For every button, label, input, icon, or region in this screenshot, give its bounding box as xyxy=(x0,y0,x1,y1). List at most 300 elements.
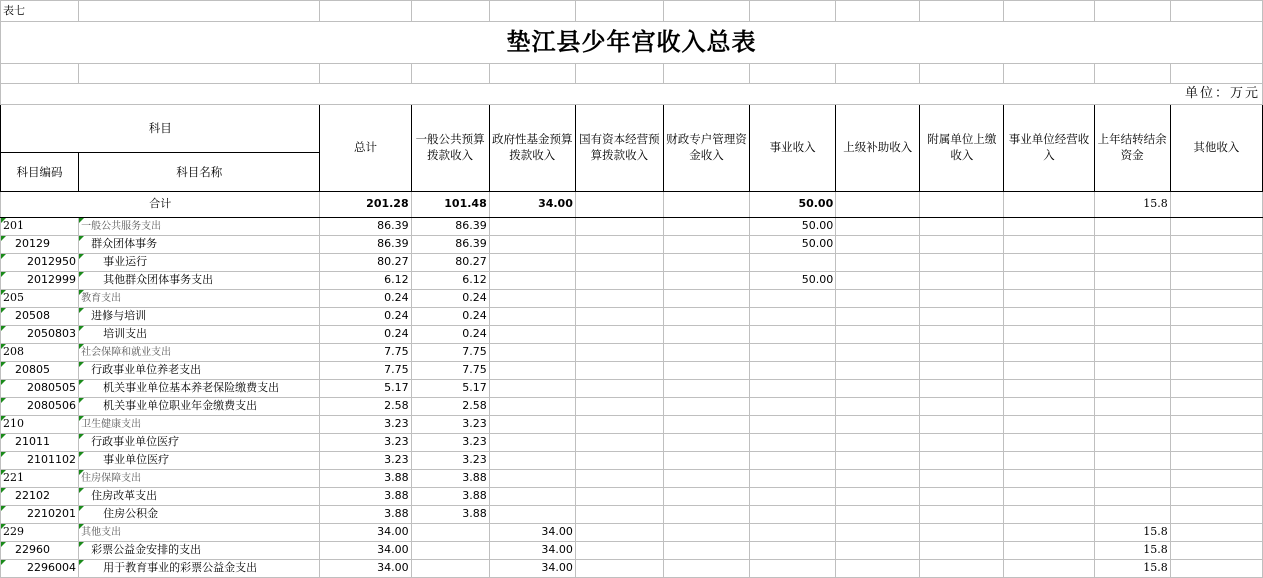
total-cell: 34.00 xyxy=(489,192,575,218)
subject-name-cell: 进修与培训 xyxy=(79,308,320,326)
value-cell xyxy=(750,524,836,542)
value-cell xyxy=(1094,434,1170,452)
value-cell xyxy=(836,272,920,290)
subject-name-cell: 行政事业单位养老支出 xyxy=(79,362,320,380)
value-cell xyxy=(750,398,836,416)
table-row xyxy=(1,542,1263,560)
subject-name-cell: 群众团体事务 xyxy=(79,236,320,254)
value-cell xyxy=(836,560,920,578)
value-cell xyxy=(663,362,749,380)
col-header: 其他收入 xyxy=(1170,105,1262,192)
value-cell xyxy=(489,434,575,452)
value-cell xyxy=(1170,308,1262,326)
table-body xyxy=(1,218,1263,578)
table-row xyxy=(1,344,1263,362)
subject-name-cell: 社会保障和就业支出 xyxy=(79,344,320,362)
value-cell xyxy=(1094,470,1170,488)
value-cell xyxy=(1004,452,1094,470)
total-cell: 201.28 xyxy=(320,192,411,218)
value-cell: 3.23 xyxy=(411,452,489,470)
subject-code-cell: 2080506 xyxy=(1,398,79,416)
subject-name-cell: 其他群众团体事务支出 xyxy=(79,272,320,290)
value-cell xyxy=(575,416,663,434)
subject-name-cell: 事业单位医疗 xyxy=(79,452,320,470)
subject-code-cell: 2210201 xyxy=(1,506,79,524)
value-cell xyxy=(1094,344,1170,362)
value-cell xyxy=(1094,254,1170,272)
value-cell xyxy=(1004,434,1094,452)
value-cell xyxy=(663,290,749,308)
value-cell xyxy=(1170,488,1262,506)
value-cell: 34.00 xyxy=(320,524,411,542)
value-cell xyxy=(920,560,1004,578)
value-cell xyxy=(750,344,836,362)
value-cell: 34.00 xyxy=(489,524,575,542)
value-cell xyxy=(663,398,749,416)
subject-code-cell: 2012999 xyxy=(1,272,79,290)
value-cell: 0.24 xyxy=(320,326,411,344)
value-cell xyxy=(836,380,920,398)
table-row xyxy=(1,308,1263,326)
subject-code-header: 科目编码 xyxy=(1,153,79,192)
value-cell xyxy=(489,308,575,326)
value-cell xyxy=(836,308,920,326)
value-cell xyxy=(1170,416,1262,434)
subject-code-cell: 2101102 xyxy=(1,452,79,470)
value-cell xyxy=(1004,380,1094,398)
value-cell xyxy=(1004,326,1094,344)
value-cell xyxy=(1004,344,1094,362)
value-cell: 0.24 xyxy=(320,308,411,326)
value-cell: 7.75 xyxy=(411,362,489,380)
value-cell xyxy=(920,524,1004,542)
total-cell xyxy=(836,192,920,218)
subject-name-cell: 机关事业单位职业年金缴费支出 xyxy=(79,398,320,416)
value-cell xyxy=(575,254,663,272)
value-cell xyxy=(663,416,749,434)
value-cell xyxy=(750,380,836,398)
value-cell xyxy=(575,560,663,578)
value-cell xyxy=(836,344,920,362)
value-cell xyxy=(1170,362,1262,380)
value-cell xyxy=(920,452,1004,470)
value-cell: 5.17 xyxy=(411,380,489,398)
value-cell xyxy=(663,272,749,290)
value-cell: 3.23 xyxy=(320,416,411,434)
value-cell xyxy=(1094,326,1170,344)
value-cell xyxy=(575,542,663,560)
value-cell xyxy=(1094,236,1170,254)
value-cell xyxy=(920,470,1004,488)
value-cell xyxy=(663,380,749,398)
value-cell: 3.23 xyxy=(320,434,411,452)
subject-header: 科目 xyxy=(1,105,320,153)
value-cell xyxy=(575,326,663,344)
value-cell xyxy=(663,452,749,470)
value-cell xyxy=(489,272,575,290)
subject-code-cell: 2012950 xyxy=(1,254,79,272)
value-cell: 80.27 xyxy=(411,254,489,272)
value-cell xyxy=(920,380,1004,398)
value-cell: 3.88 xyxy=(320,488,411,506)
value-cell xyxy=(575,272,663,290)
value-cell xyxy=(1094,416,1170,434)
value-cell xyxy=(575,344,663,362)
table-row xyxy=(1,380,1263,398)
subject-name-cell: 机关事业单位基本养老保险缴费支出 xyxy=(79,380,320,398)
value-cell xyxy=(920,488,1004,506)
value-cell xyxy=(920,362,1004,380)
value-cell xyxy=(1170,254,1262,272)
value-cell xyxy=(1004,506,1094,524)
value-cell: 3.88 xyxy=(411,488,489,506)
total-cell xyxy=(575,192,663,218)
value-cell xyxy=(663,434,749,452)
value-cell: 15.8 xyxy=(1094,542,1170,560)
value-cell: 6.12 xyxy=(320,272,411,290)
value-cell xyxy=(1170,290,1262,308)
value-cell xyxy=(836,290,920,308)
value-cell xyxy=(1094,308,1170,326)
subject-code-cell: 20129 xyxy=(1,236,79,254)
value-cell xyxy=(663,308,749,326)
unit-row xyxy=(1,84,1263,105)
value-cell xyxy=(1094,506,1170,524)
value-cell xyxy=(575,236,663,254)
value-cell: 50.00 xyxy=(750,218,836,236)
subject-name-header: 科目名称 xyxy=(79,153,320,192)
value-cell xyxy=(1094,272,1170,290)
value-cell xyxy=(489,290,575,308)
value-cell: 80.27 xyxy=(320,254,411,272)
value-cell: 50.00 xyxy=(750,272,836,290)
subject-code-cell: 22960 xyxy=(1,542,79,560)
value-cell: 3.88 xyxy=(320,506,411,524)
value-cell xyxy=(489,398,575,416)
col-header: 政府性基金预算拨款收入 xyxy=(489,105,575,192)
value-cell xyxy=(663,344,749,362)
table-row xyxy=(1,506,1263,524)
value-cell xyxy=(575,452,663,470)
value-cell xyxy=(663,470,749,488)
value-cell xyxy=(489,362,575,380)
value-cell: 15.8 xyxy=(1094,560,1170,578)
value-cell xyxy=(489,380,575,398)
subject-code-cell: 22102 xyxy=(1,488,79,506)
value-cell xyxy=(1170,452,1262,470)
value-cell xyxy=(489,236,575,254)
value-cell xyxy=(1170,380,1262,398)
col-header: 一般公共预算拨款收入 xyxy=(411,105,489,192)
value-cell xyxy=(575,506,663,524)
value-cell xyxy=(663,542,749,560)
value-cell: 3.23 xyxy=(411,416,489,434)
value-cell xyxy=(1004,470,1094,488)
col-header: 总计 xyxy=(320,105,411,192)
subject-code-cell: 2050803 xyxy=(1,326,79,344)
value-cell: 3.23 xyxy=(320,452,411,470)
col-header: 事业单位经营收入 xyxy=(1004,105,1094,192)
subject-name-cell: 住房保障支出 xyxy=(79,470,320,488)
value-cell xyxy=(1170,560,1262,578)
value-cell xyxy=(836,416,920,434)
total-cell xyxy=(663,192,749,218)
value-cell xyxy=(489,470,575,488)
table-row xyxy=(1,254,1263,272)
value-cell: 3.88 xyxy=(320,470,411,488)
spacer-row xyxy=(1,64,1263,84)
value-cell: 2.58 xyxy=(411,398,489,416)
unit-label: 单位：万元 xyxy=(1,84,1263,105)
value-cell xyxy=(663,506,749,524)
table-row xyxy=(1,398,1263,416)
value-cell xyxy=(750,560,836,578)
value-cell: 86.39 xyxy=(411,236,489,254)
value-cell xyxy=(836,452,920,470)
value-cell xyxy=(1094,362,1170,380)
value-cell xyxy=(663,236,749,254)
total-row xyxy=(1,192,1263,218)
col-header: 附属单位上缴收入 xyxy=(920,105,1004,192)
value-cell xyxy=(1170,218,1262,236)
value-cell xyxy=(836,398,920,416)
subject-code-cell: 20508 xyxy=(1,308,79,326)
value-cell xyxy=(1004,398,1094,416)
value-cell xyxy=(1004,416,1094,434)
value-cell xyxy=(836,254,920,272)
subject-name-cell: 住房公积金 xyxy=(79,506,320,524)
value-cell: 86.39 xyxy=(411,218,489,236)
value-cell xyxy=(1004,218,1094,236)
value-cell xyxy=(750,434,836,452)
value-cell xyxy=(836,362,920,380)
table-row xyxy=(1,470,1263,488)
value-cell: 7.75 xyxy=(411,344,489,362)
subject-name-cell: 行政事业单位医疗 xyxy=(79,434,320,452)
value-cell xyxy=(663,524,749,542)
subject-name-cell: 住房改革支出 xyxy=(79,488,320,506)
value-cell: 34.00 xyxy=(489,560,575,578)
table-row xyxy=(1,524,1263,542)
subject-name-cell: 教育支出 xyxy=(79,290,320,308)
sheet-label-row xyxy=(1,1,1263,22)
value-cell xyxy=(920,290,1004,308)
table-row xyxy=(1,488,1263,506)
value-cell xyxy=(1004,524,1094,542)
value-cell xyxy=(1094,290,1170,308)
value-cell xyxy=(489,506,575,524)
table-row xyxy=(1,290,1263,308)
value-cell xyxy=(1170,326,1262,344)
value-cell xyxy=(489,254,575,272)
value-cell: 86.39 xyxy=(320,218,411,236)
value-cell xyxy=(1170,524,1262,542)
value-cell xyxy=(1094,452,1170,470)
total-cell: 50.00 xyxy=(750,192,836,218)
value-cell xyxy=(920,272,1004,290)
value-cell: 86.39 xyxy=(320,236,411,254)
value-cell xyxy=(836,488,920,506)
value-cell xyxy=(920,398,1004,416)
value-cell xyxy=(750,362,836,380)
value-cell xyxy=(663,488,749,506)
value-cell: 3.23 xyxy=(411,434,489,452)
value-cell: 5.17 xyxy=(320,380,411,398)
value-cell xyxy=(1170,506,1262,524)
table-row xyxy=(1,326,1263,344)
value-cell xyxy=(750,488,836,506)
value-cell xyxy=(663,254,749,272)
value-cell xyxy=(489,488,575,506)
value-cell xyxy=(489,218,575,236)
value-cell xyxy=(836,470,920,488)
table-row xyxy=(1,218,1263,236)
value-cell: 7.75 xyxy=(320,362,411,380)
value-cell xyxy=(750,308,836,326)
value-cell xyxy=(489,452,575,470)
value-cell: 15.8 xyxy=(1094,524,1170,542)
subject-code-cell: 210 xyxy=(1,416,79,434)
value-cell xyxy=(575,470,663,488)
total-cell: 15.8 xyxy=(1094,192,1170,218)
col-header: 财政专户管理资金收入 xyxy=(663,105,749,192)
value-cell xyxy=(920,236,1004,254)
title-row xyxy=(1,22,1263,64)
total-cell xyxy=(920,192,1004,218)
value-cell xyxy=(663,218,749,236)
total-cell: 101.48 xyxy=(411,192,489,218)
total-cell xyxy=(1170,192,1262,218)
page-title: 垫江县少年宫收入总表 xyxy=(1,22,1263,64)
subject-code-cell: 2080505 xyxy=(1,380,79,398)
subject-name-cell: 一般公共服务支出 xyxy=(79,218,320,236)
subject-code-cell: 2296004 xyxy=(1,560,79,578)
subject-name-cell: 培训支出 xyxy=(79,326,320,344)
value-cell xyxy=(836,218,920,236)
value-cell: 0.24 xyxy=(411,326,489,344)
value-cell xyxy=(750,452,836,470)
subject-name-cell: 用于教育事业的彩票公益金支出 xyxy=(79,560,320,578)
table-row xyxy=(1,560,1263,578)
table-row xyxy=(1,452,1263,470)
value-cell xyxy=(750,470,836,488)
value-cell: 6.12 xyxy=(411,272,489,290)
value-cell xyxy=(1094,380,1170,398)
header-row-1 xyxy=(1,105,1263,153)
subject-code-cell: 205 xyxy=(1,290,79,308)
value-cell: 2.58 xyxy=(320,398,411,416)
table-row xyxy=(1,272,1263,290)
value-cell xyxy=(750,326,836,344)
value-cell xyxy=(920,506,1004,524)
value-cell xyxy=(1004,254,1094,272)
table-row xyxy=(1,236,1263,254)
value-cell xyxy=(489,416,575,434)
value-cell xyxy=(920,542,1004,560)
value-cell xyxy=(1170,398,1262,416)
value-cell xyxy=(750,254,836,272)
value-cell xyxy=(663,326,749,344)
value-cell xyxy=(1170,272,1262,290)
value-cell xyxy=(1170,344,1262,362)
subject-code-cell: 21011 xyxy=(1,434,79,452)
value-cell xyxy=(920,254,1004,272)
value-cell: 34.00 xyxy=(489,542,575,560)
value-cell: 34.00 xyxy=(320,542,411,560)
subject-name-cell: 彩票公益金安排的支出 xyxy=(79,542,320,560)
value-cell xyxy=(836,326,920,344)
value-cell xyxy=(1170,434,1262,452)
value-cell xyxy=(920,416,1004,434)
col-header: 事业收入 xyxy=(750,105,836,192)
value-cell xyxy=(920,326,1004,344)
subject-code-cell: 208 xyxy=(1,344,79,362)
value-cell xyxy=(920,218,1004,236)
subject-name-cell: 其他支出 xyxy=(79,524,320,542)
value-cell xyxy=(750,506,836,524)
value-cell: 0.24 xyxy=(411,290,489,308)
subject-code-cell: 20805 xyxy=(1,362,79,380)
subject-code-cell: 229 xyxy=(1,524,79,542)
value-cell xyxy=(1170,542,1262,560)
value-cell xyxy=(575,380,663,398)
value-cell xyxy=(1004,290,1094,308)
value-cell xyxy=(575,434,663,452)
value-cell xyxy=(920,434,1004,452)
value-cell xyxy=(1004,488,1094,506)
value-cell xyxy=(1170,470,1262,488)
value-cell xyxy=(489,326,575,344)
value-cell xyxy=(836,434,920,452)
value-cell xyxy=(1004,560,1094,578)
table-row xyxy=(1,434,1263,452)
value-cell xyxy=(575,524,663,542)
value-cell xyxy=(1094,398,1170,416)
value-cell xyxy=(1004,272,1094,290)
value-cell xyxy=(411,524,489,542)
value-cell: 3.88 xyxy=(411,470,489,488)
subject-name-cell: 卫生健康支出 xyxy=(79,416,320,434)
value-cell xyxy=(750,416,836,434)
value-cell xyxy=(1094,218,1170,236)
value-cell xyxy=(750,290,836,308)
value-cell xyxy=(1094,488,1170,506)
value-cell xyxy=(1004,308,1094,326)
value-cell xyxy=(920,344,1004,362)
value-cell xyxy=(920,308,1004,326)
value-cell xyxy=(1004,542,1094,560)
value-cell xyxy=(411,542,489,560)
value-cell xyxy=(575,290,663,308)
value-cell: 0.24 xyxy=(411,308,489,326)
col-header: 上级补助收入 xyxy=(836,105,920,192)
table-row xyxy=(1,362,1263,380)
value-cell xyxy=(836,236,920,254)
value-cell: 50.00 xyxy=(750,236,836,254)
col-header: 上年结转结余资金 xyxy=(1094,105,1170,192)
value-cell: 3.88 xyxy=(411,506,489,524)
col-header: 国有资本经营预算拨款收入 xyxy=(575,105,663,192)
value-cell xyxy=(411,560,489,578)
subject-code-cell: 221 xyxy=(1,470,79,488)
subject-name-cell: 事业运行 xyxy=(79,254,320,272)
total-label: 合计 xyxy=(1,192,320,218)
value-cell xyxy=(575,362,663,380)
value-cell xyxy=(836,524,920,542)
value-cell xyxy=(575,308,663,326)
value-cell: 0.24 xyxy=(320,290,411,308)
value-cell xyxy=(575,398,663,416)
